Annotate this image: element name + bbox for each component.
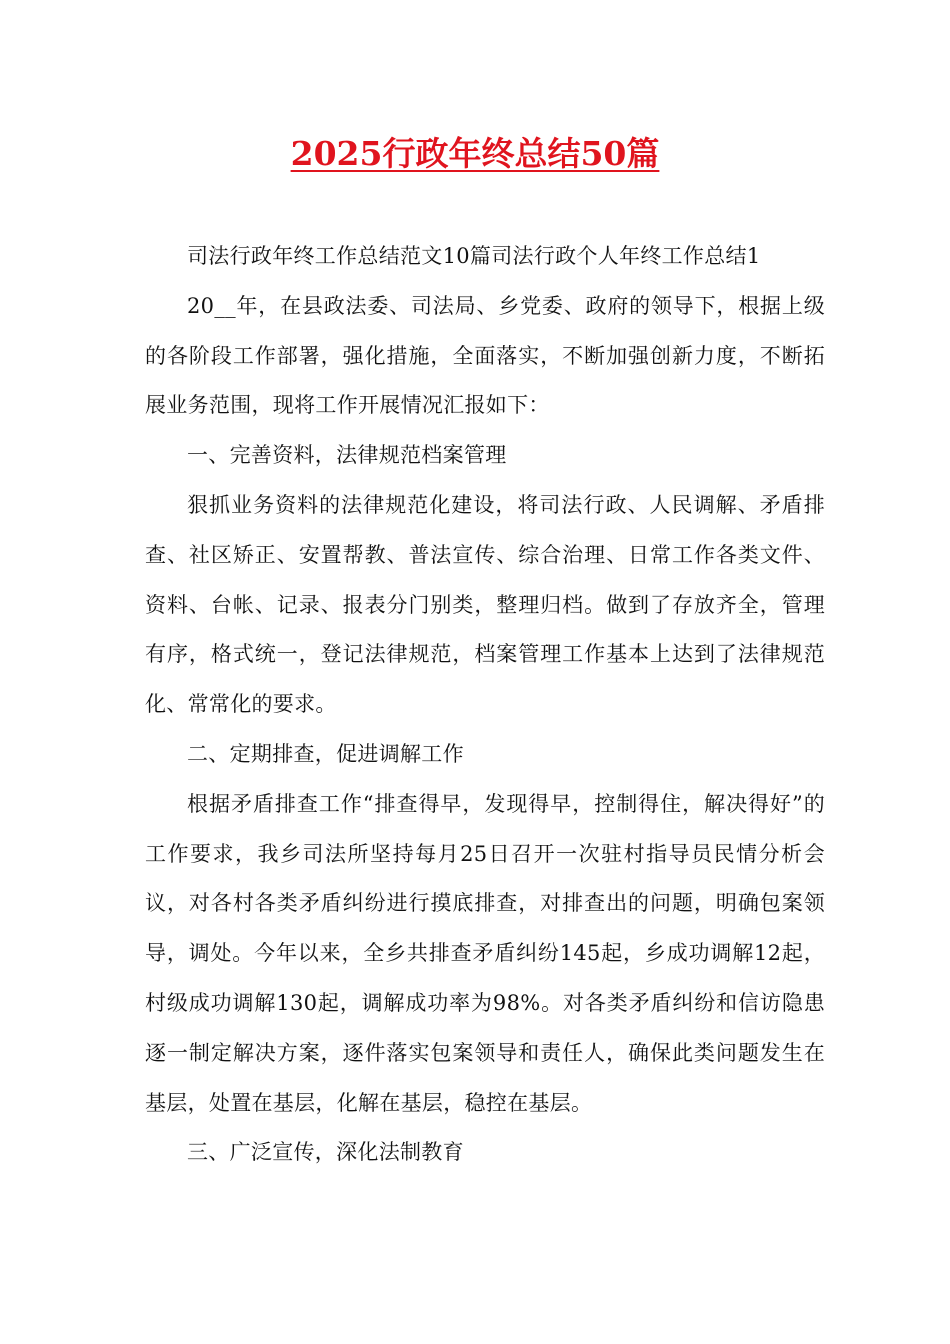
paragraph-intro: 司法行政年终工作总结范文10篇司法行政个人年终工作总结1: [187, 244, 761, 268]
section-heading-1: 一、完善资料，法律规范档案管理: [187, 443, 507, 468]
paragraph-section-1: 狠抓业务资料的法律规范化建设，将司法行政、人民调解、矛盾排查、社区矫正、安置帮教、普法宣传、综合治理、日常工作各类文件、资料、台帐、记录、报表分门别类，整理归档。做到了存放齐全，管理有序，格式统一，登记法律规范，档案管理工作基本上达到了法律规范化、常常化的要求。: [145, 492, 825, 717]
section-heading-3: 三、广泛宣传，深化法制教育: [187, 1140, 464, 1165]
document-title-text: 2025行政年终总结50篇: [290, 134, 660, 173]
paragraph-overview: 20__年，在县政法委、司法局、乡党委、政府的领导下，根据上级的各阶段工作部署，强化措施，全面落实，不断加强创新力度，不断拓展业务范围，现将工作开展情况汇报如下：: [145, 293, 825, 418]
paragraph-section-2: 根据矛盾排查工作“排查得早，发现得早，控制得住，解决得好”的工作要求，我乡司法所坚持每月25日召开一次驻村指导员民情分析会议，对各村各类矛盾纠纷进行摸底排查，对排查出的问题，明确包案领导，调处。今年以来，全乡共排查矛盾纠纷145起，乡成功调解12起，村级成功调解130起，调解成功率为98%。对各类矛盾纠纷和信访隐患逐一制定解决方案，逐件落实包案领导和责任人，确保此类问题发生在基层，处置在基层，化解在基层，稳控在基层。: [145, 791, 825, 1115]
document-body: [145, 232, 825, 1178]
document-title: [0, 130, 950, 178]
section-heading-2: 二、定期排查，促进调解工作: [187, 741, 464, 766]
